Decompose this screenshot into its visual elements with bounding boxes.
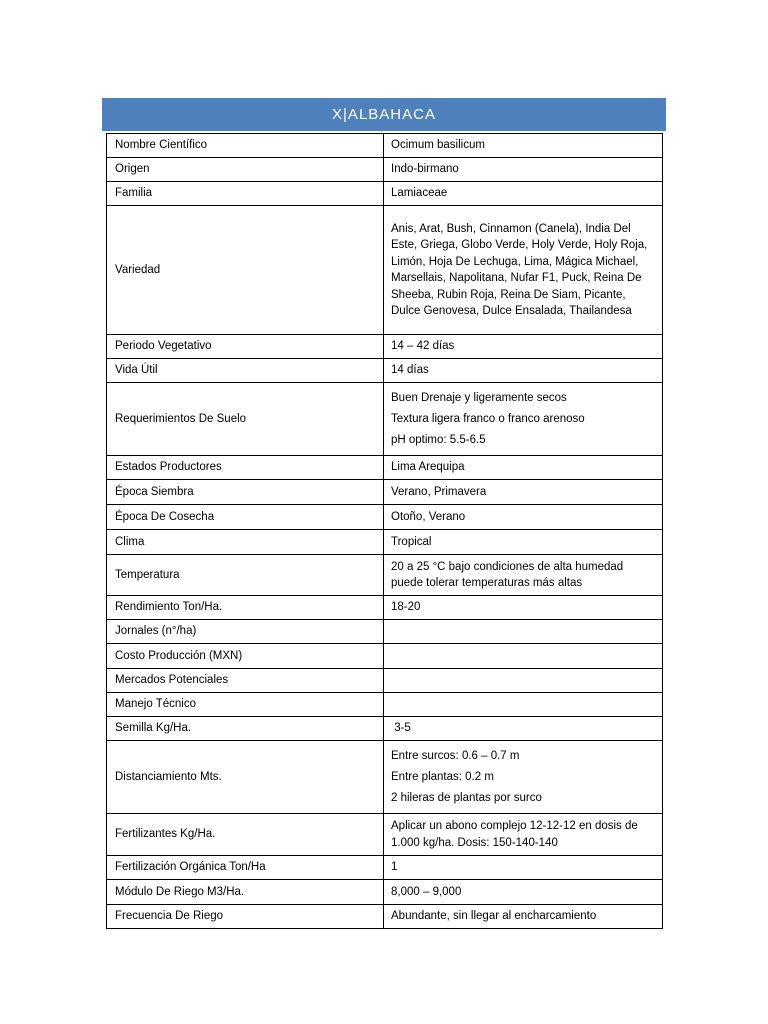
row-value (384, 620, 663, 644)
row-value: Anis, Arat, Bush, Cinnamon (Canela), India Del Este, Griega, Globo Verde, Holy Verde, Holy Roja, Limón, Hoja De Lechuga, Lima, Mágica Michael, Marsellais, Napolitana, Nufar F1, Puck, Reina De Sheeba, Rubin Roja, Reina De Siam, Picante, Dulce Genovesa, Dulce Ensalada, Thailandesa (384, 206, 663, 335)
table-row (107, 182, 663, 206)
table-row (107, 206, 663, 335)
table-row (107, 530, 663, 555)
row-value: 14 – 42 días (384, 335, 663, 359)
row-label: Origen (107, 158, 384, 182)
row-value-line: 2 hileras de plantas por surco (391, 792, 542, 804)
row-value: 8,000 – 9,000 (384, 880, 663, 905)
row-label: Manejo Técnico (107, 693, 384, 717)
row-value-line: Entre plantas: 0.2 m (391, 771, 494, 783)
row-value: Abundante, sin llegar al encharcamiento (384, 905, 663, 929)
row-value-line: Textura ligera franco o franco arenoso (391, 413, 585, 425)
table-row (107, 505, 663, 530)
table-row (107, 555, 663, 596)
row-value (384, 669, 663, 693)
row-label: Mercados Potenciales (107, 669, 384, 693)
table-row (107, 669, 663, 693)
table-row (107, 717, 663, 741)
table-row (107, 158, 663, 182)
row-value: Tropical (384, 530, 663, 555)
table-row (107, 741, 663, 814)
table-row (107, 359, 663, 383)
row-label: Vida Útil (107, 359, 384, 383)
row-value: Aplicar un abono complejo 12-12-12 en dosis de 1.000 kg/ha. Dosis: 150-140-140 (384, 814, 663, 856)
row-label: Jornales (n°/ha) (107, 620, 384, 644)
row-value: Indo-birmano (384, 158, 663, 182)
table-row (107, 134, 663, 158)
row-value: Otoño, Verano (384, 505, 663, 530)
table-row (107, 856, 663, 880)
table-row (107, 905, 663, 929)
row-label: Época De Cosecha (107, 505, 384, 530)
row-value-line: pH optimo: 5.5-6.5 (391, 434, 486, 446)
row-label: Módulo De Riego M3/Ha. (107, 880, 384, 905)
table-row (107, 456, 663, 480)
table-row (107, 880, 663, 905)
row-value-line: Entre surcos: 0.6 – 0.7 m (391, 750, 520, 762)
table-row (107, 644, 663, 669)
row-value: 20 a 25 °C bajo condiciones de alta humedad puede tolerar temperaturas más altas (384, 555, 663, 596)
row-value (384, 644, 663, 669)
row-label: Frecuencia De Riego (107, 905, 384, 929)
row-label: Clima (107, 530, 384, 555)
table-row (107, 383, 663, 456)
row-label: Rendimiento Ton/Ha. (107, 596, 384, 620)
row-label: Época Siembra (107, 480, 384, 505)
row-label: Variedad (107, 206, 384, 335)
row-value-line: Buen Drenaje y ligeramente secos (391, 392, 567, 404)
table-row (107, 596, 663, 620)
row-label: Distanciamiento Mts. (107, 741, 384, 814)
table-row (107, 620, 663, 644)
row-label: Requerimientos De Suelo (107, 383, 384, 456)
row-value (384, 383, 663, 456)
row-value: Lima Arequipa (384, 456, 663, 480)
row-value: 18-20 (384, 596, 663, 620)
row-label: Semilla Kg/Ha. (107, 717, 384, 741)
row-value (384, 741, 663, 814)
row-value (384, 693, 663, 717)
row-label: Familia (107, 182, 384, 206)
row-value: Verano, Primavera (384, 480, 663, 505)
row-value: 1 (384, 856, 663, 880)
row-value: Ocimum basilicum (384, 134, 663, 158)
table-title: X|ALBAHACA (102, 98, 666, 131)
table-row (107, 480, 663, 505)
crop-data-table (106, 133, 663, 929)
row-value: 3-5 (384, 717, 663, 741)
row-label: Costo Producción (MXN) (107, 644, 384, 669)
row-label: Fertilización Orgánica Ton/Ha (107, 856, 384, 880)
table-row (107, 814, 663, 856)
row-label: Estados Productores (107, 456, 384, 480)
row-label: Fertilizantes Kg/Ha. (107, 814, 384, 856)
row-label: Temperatura (107, 555, 384, 596)
table-row (107, 693, 663, 717)
row-label: Periodo Vegetativo (107, 335, 384, 359)
row-value: Lamiaceae (384, 182, 663, 206)
row-value: 14 días (384, 359, 663, 383)
table-row (107, 335, 663, 359)
row-label: Nombre Científico (107, 134, 384, 158)
